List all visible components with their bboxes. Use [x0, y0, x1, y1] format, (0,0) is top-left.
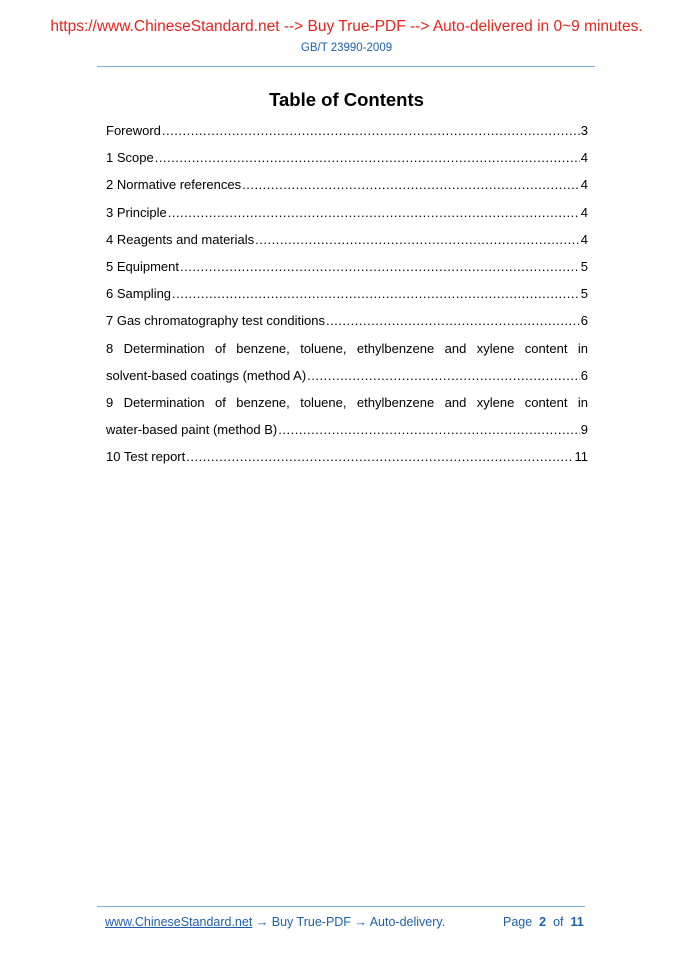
total-page-number: 11 — [570, 915, 584, 929]
toc-entry-method-a[interactable] — [106, 366, 588, 393]
toc-leader-dots — [172, 284, 580, 304]
toc-entry-page: 11 — [574, 449, 588, 465]
toc-leader-dots — [242, 175, 580, 195]
toc-entry-label: 1 Scope — [106, 150, 154, 166]
toc-entry-page: 4 — [580, 177, 588, 193]
toc-entry-label: Foreword — [106, 123, 161, 138]
toc-entry-label: 10 Test report — [106, 449, 186, 465]
page-title: Table of Contents — [269, 89, 424, 110]
footer-promo-text: → Buy True-PDF → Auto-delivery. — [252, 915, 446, 929]
toc-entry-label: 4 Reagents and materials — [106, 231, 255, 247]
of-label: of — [553, 915, 564, 929]
toc-entry-equipment[interactable] — [106, 257, 588, 284]
toc-entry-reagents[interactable] — [106, 230, 588, 257]
toc-entry-label: 6 Sampling — [106, 286, 172, 302]
toc-entry-label: 2 Normative references — [106, 177, 242, 193]
toc-entry-sampling[interactable] — [106, 284, 588, 311]
toc-entry-page: 6 — [580, 313, 588, 329]
current-page-number: 2 — [539, 915, 547, 929]
toc-entry-method-b[interactable] — [106, 420, 588, 447]
page-label: Page — [503, 915, 533, 929]
toc-entry-page: 3 — [580, 123, 588, 138]
toc-leader-dots — [162, 121, 580, 141]
toc-entry-page: 5 — [580, 286, 588, 302]
footer-promo — [105, 915, 445, 929]
toc-entry-label: 8 Determination of benzene, toluene, ethylbenzene and xylene content in — [106, 340, 588, 356]
page-counter — [503, 915, 584, 929]
toc-leader-dots — [326, 311, 580, 331]
toc-entry-principle[interactable] — [106, 203, 588, 230]
toc-entry-label: solvent-based coatings (method A) — [106, 367, 307, 383]
header-divider — [97, 66, 595, 67]
toc-entry-page: 6 — [580, 367, 588, 383]
toc-entry-label: 5 Equipment — [106, 258, 179, 274]
toc-entry-label: 3 Principle — [106, 204, 167, 220]
toc-leader-dots — [278, 420, 580, 440]
toc-entry-foreword[interactable] — [106, 121, 588, 148]
toc-entry-page: 4 — [580, 204, 588, 220]
toc-entry-gc-conditions[interactable] — [106, 311, 588, 338]
toc-entry-page: 4 — [580, 231, 588, 247]
toc-entry-method-b-line1[interactable] — [106, 393, 588, 420]
toc-leader-dots — [307, 366, 580, 386]
table-of-contents — [106, 121, 588, 474]
toc-entry-label: 9 Determination of benzene, toluene, ethylbenzene and xylene content in — [106, 394, 588, 410]
toc-entry-scope[interactable] — [106, 148, 588, 175]
footer-website-link[interactable]: www.ChineseStandard.net — [105, 915, 253, 929]
footer-divider — [97, 906, 585, 907]
document-id: GB/T 23990-2009 — [300, 42, 393, 54]
toc-entry-test-report[interactable] — [106, 447, 588, 474]
toc-entry-page: 5 — [580, 258, 588, 274]
toc-entry-method-a-line1[interactable] — [106, 339, 588, 366]
toc-entry-page: 9 — [580, 422, 588, 438]
toc-leader-dots — [155, 148, 580, 168]
toc-leader-dots — [186, 447, 573, 467]
toc-leader-dots — [168, 203, 580, 223]
toc-entry-page: 4 — [580, 150, 588, 166]
toc-leader-dots — [255, 230, 580, 250]
toc-entry-label: water-based paint (method B) — [106, 422, 278, 438]
toc-leader-dots — [180, 257, 580, 277]
source-banner: https://www.ChineseStandard.net --> Buy True-PDF --> Auto-delivered in 0~9 minutes. — [50, 18, 643, 35]
toc-entry-label: 7 Gas chromatography test conditions — [106, 313, 325, 329]
toc-entry-normative-references[interactable] — [106, 175, 588, 202]
